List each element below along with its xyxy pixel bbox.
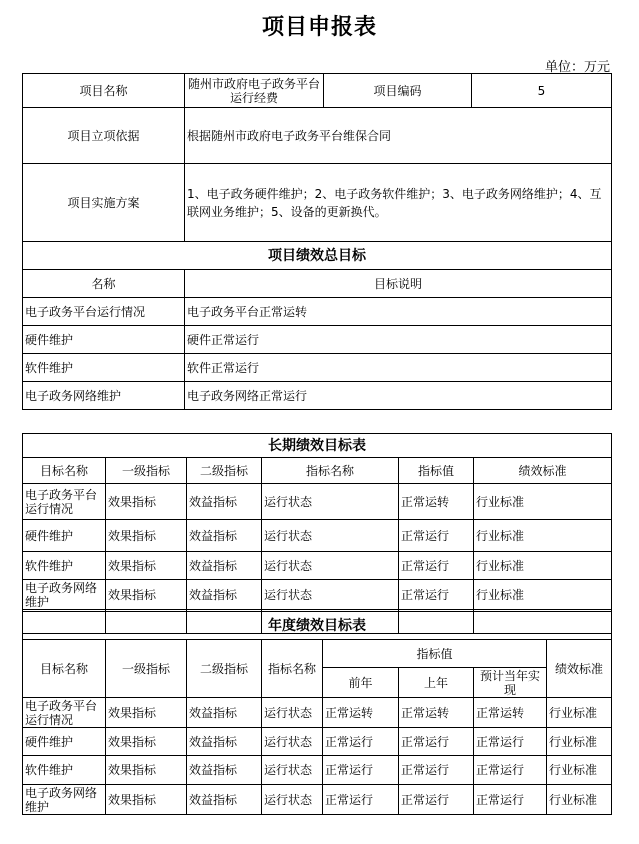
overall-row-desc: 软件正常运行 [185,354,612,382]
cell-target: 硬件维护 [23,520,106,552]
cell-name: 运行状态 [262,756,323,785]
cell-l1: 效果指标 [106,698,187,728]
table-row [23,484,612,520]
col-header: 一级指标 [106,458,187,484]
cell-l1: 效果指标 [106,552,187,580]
cell-l2: 效益指标 [187,580,262,610]
project-name-label: 项目名称 [23,74,185,108]
cell-std: 行业标准 [474,520,612,552]
cell-target: 软件维护 [23,552,106,580]
cell-target: 电子政务网络维护 [23,580,106,610]
overall-col-name: 名称 [23,270,185,298]
cell-l1: 效果指标 [106,728,187,756]
cell-name: 运行状态 [262,520,399,552]
project-code-label: 项目编码 [324,74,472,108]
project-plan-value: 1、电子政务硬件维护；2、电子政务软件维护；3、电子政务网络维护；4、互联网业务维护；5、设备的更新换代。 [185,164,612,242]
overall-row-name: 硬件维护 [23,326,185,354]
table-row [23,382,612,410]
overall-row-name: 电子政务平台运行情况 [23,298,185,326]
cell-value: 正常运转 [399,484,474,520]
cell-l2: 效益指标 [187,698,262,728]
cell-l1: 效果指标 [106,520,187,552]
unit-label: 单位：万元 [544,60,610,75]
cell-l1: 效果指标 [106,484,187,520]
col-header: 目标名称 [23,458,106,484]
cell-target: 硬件维护 [23,728,106,756]
cell-target: 电子政务平台运行情况 [23,484,106,520]
cell-value: 正常运行 [399,552,474,580]
project-basis-label: 项目立项依据 [23,108,185,164]
cell-name: 运行状态 [262,785,323,815]
col-header: 目标名称 [23,640,106,698]
cell-name: 运行状态 [262,580,399,610]
overall-row-name: 电子政务网络维护 [23,382,185,410]
cell-expected: 正常运行 [474,728,547,756]
cell-std: 行业标准 [547,728,612,756]
overall-row-desc: 硬件正常运行 [185,326,612,354]
cell-prev1: 正常运行 [399,728,474,756]
table-row [23,298,612,326]
cell-name: 运行状态 [262,552,399,580]
col-header: 指标名称 [262,640,323,698]
annual-goal-heading: 年度绩效目标表 [23,612,612,640]
cell-value: 正常运行 [399,520,474,552]
cell-l1: 效果指标 [106,580,187,610]
overall-row-name: 软件维护 [23,354,185,382]
table-row [23,326,612,354]
overall-row-desc: 电子政务平台正常运转 [185,298,612,326]
cell-prev2: 正常运转 [323,698,399,728]
col-header: 绩效标准 [474,458,612,484]
cell-l1: 效果指标 [106,785,187,815]
cell-l2: 效益指标 [187,484,262,520]
longterm-goal-table [22,433,612,634]
cell-expected: 正常运行 [474,785,547,815]
table-row [23,580,612,610]
col-subheader: 前年 [323,668,399,698]
cell-l2: 效益指标 [187,785,262,815]
cell-prev2: 正常运行 [323,756,399,785]
col-header: 一级指标 [106,640,187,698]
col-header: 指标值 [399,458,474,484]
annual-goal-table [22,611,612,815]
page-title: 项目申报表 [261,15,377,40]
cell-target: 电子政务平台运行情况 [23,698,106,728]
cell-l2: 效益指标 [187,520,262,552]
table-row [23,698,612,728]
cell-target: 软件维护 [23,756,106,785]
project-info-table [22,73,612,410]
cell-std: 行业标准 [474,552,612,580]
cell-prev1: 正常运行 [399,756,474,785]
project-name-value: 随州市政府电子政务平台运行经费 [185,74,324,108]
project-code-value: 5 [472,74,612,108]
cell-name: 运行状态 [262,484,399,520]
cell-target: 电子政务网络维护 [23,785,106,815]
cell-prev1: 正常运行 [399,785,474,815]
cell-std: 行业标准 [474,580,612,610]
cell-std: 行业标准 [547,785,612,815]
col-header: 指标名称 [262,458,399,484]
cell-expected: 正常运行 [474,756,547,785]
col-subheader: 上年 [399,668,474,698]
cell-name: 运行状态 [262,698,323,728]
col-header: 二级指标 [187,640,262,698]
cell-l2: 效益指标 [187,728,262,756]
col-subheader: 预计当年实现 [474,668,547,698]
cell-l1: 效果指标 [106,756,187,785]
cell-l2: 效益指标 [187,552,262,580]
table-row [23,728,612,756]
overall-row-desc: 电子政务网络正常运行 [185,382,612,410]
col-header: 绩效标准 [547,640,612,698]
table-row [23,354,612,382]
overall-goal-heading: 项目绩效总目标 [23,242,612,270]
overall-col-desc: 目标说明 [185,270,612,298]
project-plan-label: 项目实施方案 [23,164,185,242]
cell-expected: 正常运转 [474,698,547,728]
cell-prev2: 正常运行 [323,785,399,815]
cell-std: 行业标准 [474,484,612,520]
col-header: 指标值 [323,640,547,668]
longterm-goal-heading: 长期绩效目标表 [23,434,612,458]
table-row [23,552,612,580]
table-row [23,520,612,552]
project-basis-value: 根据随州市政府电子政务平台维保合同 [185,108,612,164]
cell-l2: 效益指标 [187,756,262,785]
col-header: 二级指标 [187,458,262,484]
cell-std: 行业标准 [547,756,612,785]
cell-std: 行业标准 [547,698,612,728]
cell-prev1: 正常运转 [399,698,474,728]
cell-value: 正常运行 [399,580,474,610]
cell-name: 运行状态 [262,728,323,756]
table-row [23,785,612,815]
cell-prev2: 正常运行 [323,728,399,756]
table-row [23,756,612,785]
